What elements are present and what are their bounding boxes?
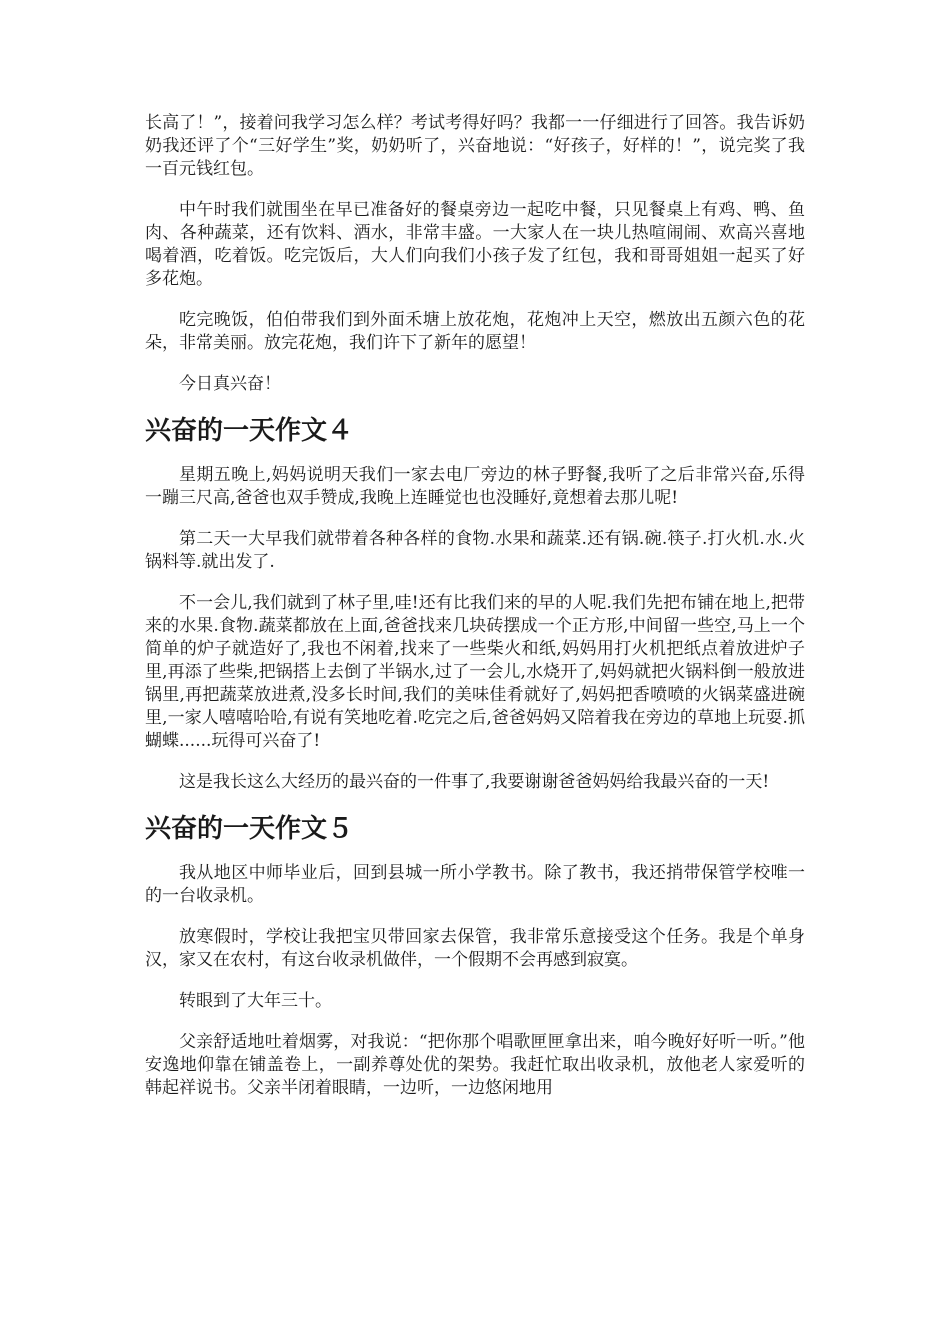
- paragraph: 转眼到了大年三十。: [179, 991, 332, 1011]
- paragraph: 今日真兴奋！: [179, 374, 281, 394]
- paragraph: 第二天一大早我们就带着各种各样的食物.水果和蔬菜.还有锅.碗.筷子.打火机.水.火锅料等.就出发了.: [145, 529, 805, 572]
- paragraph: 吃完晚饭，伯伯带我们到外面禾塘上放花炮，花炮冲上天空，燃放出五颜六色的花朵，非常美丽。放完花炮，我们许下了新年的愿望！: [145, 310, 805, 353]
- paragraph: 我从地区中师毕业后，回到县城一所小学教书。除了教书，我还捎带保管学校唯一的一台收录机。: [145, 863, 805, 906]
- section-heading: 兴奋的一天作文５: [145, 814, 354, 844]
- section-heading: 兴奋的一天作文４: [145, 416, 354, 446]
- paragraph: 中午时我们就围坐在早已准备好的餐桌旁边一起吃中餐，只见餐桌上有鸡、鸭、鱼肉、各种蔬菜，还有饮料、酒水，非常丰盛。一大家人在一块儿热喧闹闹、欢高兴喜地喝着酒，吃着饭。吃完饭后，大人们向我们小孩子发了红包，我和哥哥姐姐一起买了好多花炮。: [145, 200, 805, 289]
- paragraph: 星期五晚上,妈妈说明天我们一家去电厂旁边的林子野餐,我听了之后非常兴奋,乐得一蹦三尺高,爸爸也双手赞成,我晚上连睡觉也也没睡好,竟想着去那儿呢!: [145, 465, 805, 508]
- paragraph: 长高了！”，接着问我学习怎么样？考试考得好吗？我都一一仔细进行了回答。我告诉奶奶我还评了个“三好学生”奖，奶奶听了，兴奋地说：“好孩子，好样的！”，说完奖了我一百元钱红包。: [145, 113, 805, 179]
- paragraph: 这是我长这么大经历的最兴奋的一件事了,我要谢谢爸爸妈妈给我最兴奋的一天!: [179, 772, 770, 792]
- document-page: [145, 112, 805, 1118]
- paragraph: 父亲舒适地吐着烟雾，对我说：“把你那个唱歌匣匣拿出来，咱今晚好好听一听。”他安逸地仰靠在铺盖卷上，一副养尊处优的架势。我赶忙取出收录机，放他老人家爱听的韩起祥说书。父亲半闭着眼睛，一边听，一边悠闲地用: [145, 1032, 805, 1098]
- paragraph: 放寒假时，学校让我把宝贝带回家去保管，我非常乐意接受这个任务。我是个单身汉，家又在农村，有这台收录机做伴，一个假期不会再感到寂寞。: [145, 927, 805, 970]
- paragraph: 不一会儿,我们就到了林子里,哇!还有比我们来的早的人呢.我们先把布铺在地上,把带来的水果.食物.蔬菜都放在上面,爸爸找来几块砖摆成一个正方形,中间留一些空,马上一个简单的炉子就造好了,我也不闲着,找来了一些柴火和纸,妈妈用打火机把纸点着放进炉子里,再添了些柴,把锅搭上去倒了半锅水,过了一会儿,水烧开了,妈妈就把火锅料倒一般放进锅里,再把蔬菜放进煮,没多长时间,我们的美味佳肴就好了,妈妈把香喷喷的火锅菜盛进碗里,一家人嘻嘻哈哈,有说有笑地吃着.吃完之后,爸爸妈妈又陪着我在旁边的草地上玩耍.抓蝴蝶......玩得可兴奋了!: [145, 593, 805, 751]
